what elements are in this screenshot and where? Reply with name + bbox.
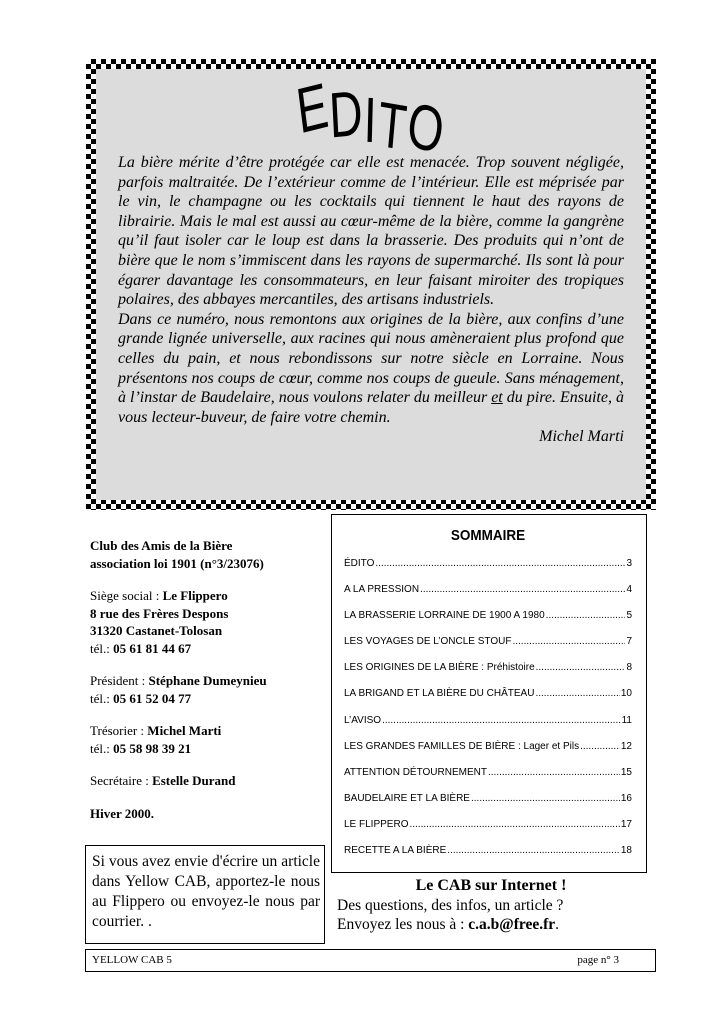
club-association: association loi 1901 (n°3/23076) <box>90 555 264 571</box>
edito-title-letter: O <box>402 87 450 169</box>
internet-line-1: Des questions, des infos, un article ? <box>337 896 564 914</box>
toc-item-page: 7 <box>626 636 632 648</box>
toc-item-page: 11 <box>621 714 632 726</box>
edito-inner <box>96 69 646 500</box>
toc-list <box>344 551 632 864</box>
toc-item[interactable] <box>344 708 632 734</box>
internet-line-2-suffix: . <box>555 916 560 933</box>
toc-item-page: 10 <box>620 688 632 700</box>
toc-item-label: L’AVISO <box>344 714 382 726</box>
tresorier-phone <box>90 740 320 758</box>
toc-item-label: ATTENTION DÉTOURNEMENT <box>344 766 487 778</box>
siege-phone <box>90 640 320 658</box>
toc-leader-dots <box>512 629 625 655</box>
address-line-2: 31320 Castanet-Tolosan <box>90 623 223 638</box>
edito-text <box>118 153 624 447</box>
toc-leader-dots <box>536 655 626 681</box>
president-phone <box>90 690 320 708</box>
president <box>90 672 320 690</box>
toc-leader-dots <box>409 812 619 838</box>
issue-date: Hiver 2000. <box>90 805 155 821</box>
edito-paragraph-2-part-b: du pire. Ensuite, à vous lecteur-buveur, de faire votre chemin. <box>118 389 624 426</box>
cab-internet <box>330 876 652 935</box>
president-phone-number: 05 61 52 04 77 <box>113 690 192 706</box>
tresorier-label: Trésorier : <box>90 723 148 738</box>
edito-paragraph-2-part-a: Dans ce numéro, nous remontons aux origines de la bière, aux confins d’une grande lignée universelle, aux racines qui nous amèneraient plus profond que celles du pain, et nous rebondissons sur notre siècle en Lorraine. Nous présentons nos coups de cœur, comme nos coups de gueule. Sans ménagement, à l’instar de Baudelaire, nous voulons relater du meilleur <box>118 310 624 407</box>
toc-item-label: RECETTE A LA BIÈRE <box>344 845 447 857</box>
toc-item[interactable] <box>344 681 632 707</box>
toc-item-label: LA BRASSERIE LORRAINE DE 1900 A 1980 <box>344 610 545 622</box>
toc-item-label: A LA PRESSION <box>344 584 420 596</box>
toc-item-label: LE FLIPPERO <box>344 818 409 830</box>
tresorier <box>90 722 320 740</box>
toc-leader-dots <box>546 603 626 629</box>
toc-item-page: 16 <box>620 792 632 804</box>
toc-item-page: 3 <box>626 558 632 569</box>
edito-underlined-word: et <box>491 389 503 407</box>
toc-leader-dots <box>382 708 621 734</box>
toc-item-label: LA BRIGAND ET LA BIÈRE DU CHÂTEAU <box>344 688 535 700</box>
toc-item-page: 8 <box>626 662 632 674</box>
toc-item[interactable] <box>344 838 632 864</box>
tresorier-phone-number: 05 58 98 39 21 <box>113 740 192 756</box>
tel-label: tél.: <box>90 690 114 706</box>
toc-item-page: 18 <box>620 845 632 857</box>
secretaire-name: Estelle Durand <box>152 773 236 788</box>
toc-item[interactable] <box>344 577 632 603</box>
toc-item[interactable] <box>344 734 632 760</box>
sommaire-box <box>331 514 647 873</box>
toc-leader-dots <box>375 551 625 577</box>
secretaire-label: Secrétaire : <box>90 773 153 788</box>
toc-item-label: BAUDELAIRE ET LA BIÈRE <box>344 792 470 804</box>
edito-signature: Michel Marti <box>539 428 624 446</box>
president-label: Président : <box>90 673 149 688</box>
toc-item-label: LES ORIGINES DE LA BIÈRE : Préhistoire <box>344 662 535 674</box>
toc-item[interactable] <box>344 786 632 812</box>
internet-title: Le CAB sur Internet ! <box>415 877 567 894</box>
toc-item[interactable] <box>344 629 632 655</box>
toc-item[interactable] <box>344 551 632 577</box>
toc-item-page: 17 <box>620 818 632 830</box>
edito-title <box>173 68 569 169</box>
toc-item[interactable] <box>344 760 632 786</box>
toc-item[interactable] <box>344 603 632 629</box>
toc-leader-dots <box>580 734 620 760</box>
toc-item-label: ÉDITO <box>344 558 375 569</box>
write-article-box: Si vous avez envie d'écrire un article dans Yellow CAB, apportez-le nous au Flippero ou envoyez-le nous par courrier. . <box>85 845 325 944</box>
sommaire-title: SOMMAIRE <box>450 527 526 544</box>
edito-title-letter: E <box>292 68 334 148</box>
toc-item-page: 5 <box>626 610 632 622</box>
toc-leader-dots <box>535 681 619 707</box>
toc-leader-dots <box>420 577 625 603</box>
club-name: Club des Amis de la Bière <box>90 538 233 553</box>
toc-item-label: LES VOYAGES DE L’ONCLE STOUF <box>344 636 512 648</box>
secretaire <box>90 772 320 790</box>
siege-phone-number: 05 61 81 44 67 <box>113 640 192 656</box>
toc-item[interactable] <box>344 812 632 838</box>
siege-social <box>90 587 320 605</box>
tresorier-name: Michel Marti <box>147 723 222 738</box>
edito-title-letter: I <box>362 83 380 157</box>
toc-item-page: 15 <box>620 766 632 778</box>
email-link[interactable]: c.a.b@free.fr <box>468 916 556 933</box>
footer-publication: YELLOW CAB 5 <box>92 954 172 966</box>
toc-item[interactable] <box>344 655 632 681</box>
toc-item-page: 12 <box>620 740 632 752</box>
toc-item-page: 4 <box>626 584 632 596</box>
toc-leader-dots <box>471 786 620 812</box>
internet-line-2 <box>330 915 652 935</box>
internet-line-2-prefix: Envoyez les nous à : <box>337 916 469 933</box>
footer-page-number: page n° 3 <box>577 954 619 966</box>
edito-paragraph-2 <box>118 310 624 428</box>
toc-leader-dots <box>488 760 620 786</box>
toc-leader-dots <box>447 838 620 864</box>
president-name: Stéphane Dumeynieu <box>148 673 267 688</box>
page-footer <box>85 949 656 972</box>
edito-title-letter: D <box>327 76 366 152</box>
siege-name: Le Flippero <box>162 588 228 603</box>
club-info <box>90 537 320 822</box>
tel-label: tél.: <box>90 640 114 656</box>
edito-paragraph-1: La bière mérite d’être protégée car elle est menacée. Trop souvent négligée, parfois maltraitée. De l’extérieur comme de l’intérieur. Elle est méprisée par le vin, le champagne ou les cocktails qui tiennent le haut des rayons de librairie. Mais le mal est aussi au cœur-même de la bière, comme la gangrène qu’il faut isoler car le loup est dans la brasserie. Des produits qui n’ont de bière que le nom s’immiscent dans les rayons de supermarché. Ils sont là pour égarer davantage les consommateurs, en leur faisant miroiter des tropiques polaires, des abbayes mercantiles, des artisans industriels. <box>118 154 624 309</box>
edito-title-letter: T <box>375 87 411 165</box>
edito-box <box>86 59 656 510</box>
siege-label: Siège social : <box>90 588 163 603</box>
toc-item-label: LES GRANDES FAMILLES DE BIÈRE : Lager et Pils <box>344 740 580 752</box>
address-line-1: 8 rue des Frères Despons <box>90 605 229 621</box>
tel-label: tél.: <box>90 740 114 756</box>
